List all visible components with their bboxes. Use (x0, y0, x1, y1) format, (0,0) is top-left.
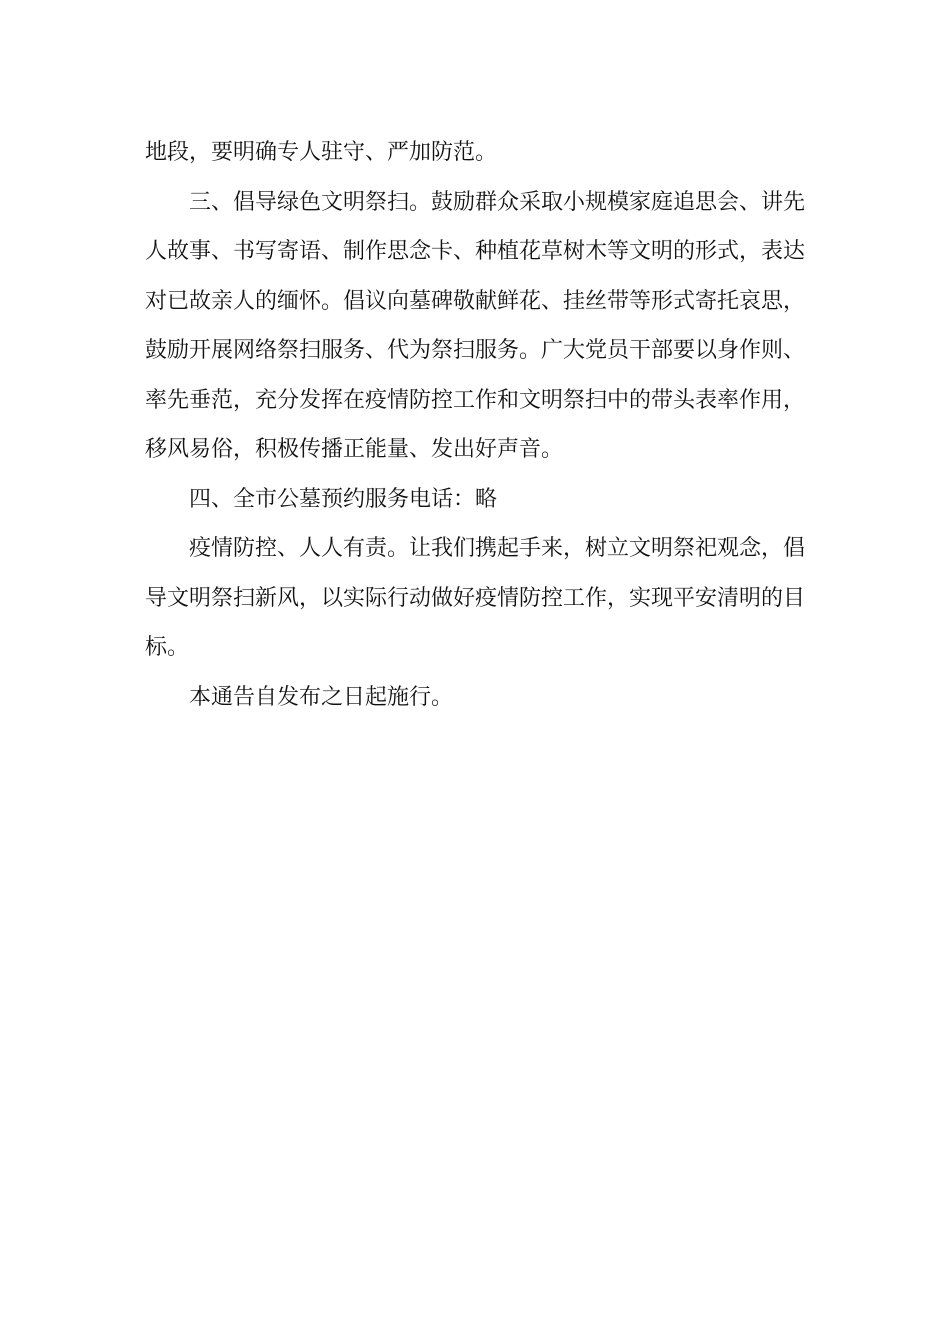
paragraph-section-four: 四、全市公墓预约服务电话：略 (189, 486, 498, 512)
paragraph-continuation: 地段，要明确专人驻守、严加防范。 (145, 140, 498, 165)
paragraph-section-three: 三、倡导绿色文明祭扫。鼓励群众采取小规模家庭追思会、讲先人故事、书写寄语、制作思念卡、种植花草树木等文明的形式，表达对已故亲人的缅怀。倡议向墓碑敬献鲜花、挂丝带等形式寄托哀思，鼓励开展网络祭扫服务、代为祭扫服务。广大党员干部要以身作则、率先垂范，充分发挥在疫情防控工作和文明祭扫中的带头表率作用，移风易俗，积极传播正能量、发出好声音。 (145, 189, 806, 462)
paragraph-effective-notice: 本通告自发布之日起施行。 (189, 684, 454, 710)
document-body (145, 128, 805, 722)
paragraph-closing-appeal: 疫情防控、人人有责。让我们携起手来，树立文明祭祀观念，倡导文明祭扫新风，以实际行动做好疫情防控工作，实现平安清明的目标。 (145, 536, 806, 660)
